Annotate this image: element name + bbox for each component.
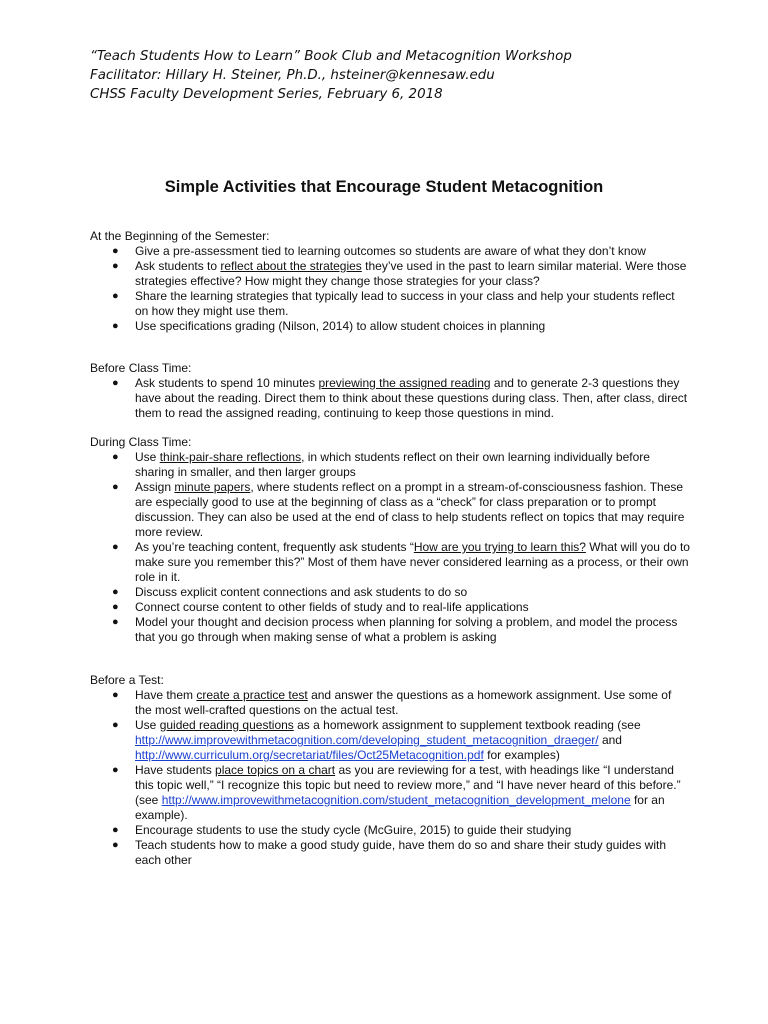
list-item — [90, 838, 690, 868]
list-item — [90, 585, 690, 600]
list-item — [90, 763, 690, 823]
list-item — [90, 259, 690, 289]
list-item — [90, 319, 690, 334]
underlined-term: previewing the assigned reading — [318, 376, 491, 390]
item-text: and answer the questions as a homework assignment. Use some of the most well-crafted questions on the actual test. — [135, 688, 672, 717]
section-heading: Before Class Time: — [90, 361, 192, 375]
item-text: Encourage students to use the study cycle (McGuire, 2015) to guide their studying — [135, 823, 572, 837]
underlined-term: guided reading questions — [159, 718, 294, 732]
bullet-list — [90, 244, 690, 334]
item-text: as you are reviewing for a test, with headings like “I understand this topic well,” “I recognize this topic but need to review more,” and “I have never heard of this before.” (see — [135, 763, 681, 807]
bullet-icon: ● — [112, 586, 119, 598]
item-text: Teach students how to make a good study guide, have them do so and share their study guides with each other — [135, 838, 666, 867]
item-text: Connect course content to other fields of study and to real-life applications — [135, 600, 529, 614]
underlined-term: minute papers — [174, 480, 251, 494]
list-item — [90, 688, 690, 718]
underlined-term: create a practice test — [196, 688, 308, 702]
bullet-icon: ● — [112, 839, 119, 851]
bullet-icon: ● — [112, 290, 119, 302]
underlined-term: think-pair-share reflections — [159, 450, 302, 464]
underlined-term: How are you trying to learn this? — [413, 540, 586, 554]
section-before-a-test — [90, 673, 690, 868]
item-text: Give a pre-assessment tied to learning outcomes so students are aware of what they don’t know — [135, 244, 646, 258]
item-text: Use — [135, 718, 160, 732]
section-heading: During Class Time: — [90, 435, 192, 449]
bullet-list — [90, 450, 690, 645]
item-text: and to generate 2-3 questions they have about the reading. Direct them to think about these questions during class. Then, after class, direct them to read the assigned reading, continuing to keep those questions in mind. — [135, 376, 688, 420]
underlined-term: reflect about the strategies — [220, 259, 362, 273]
list-item — [90, 450, 690, 480]
section-beginning-of-semester — [90, 229, 690, 334]
list-item — [90, 615, 690, 645]
list-item — [90, 480, 690, 540]
workshop-header — [90, 47, 572, 104]
item-text: Assign — [135, 480, 175, 494]
header-workshop-title: “Teach Students How to Learn” Book Club and Metacognition Workshop — [90, 49, 572, 64]
item-text: As you’re teaching content, frequently ask students “ — [135, 540, 414, 554]
header-facilitator: Facilitator: Hillary H. Steiner, Ph.D., hsteiner@kennesaw.edu — [90, 68, 495, 83]
list-item — [90, 600, 690, 615]
item-text: Have students — [135, 763, 216, 777]
section-heading: At the Beginning of the Semester: — [90, 229, 270, 243]
item-text: Share the learning strategies that typically lead to success in your class and help your students reflect on how they might use them. — [135, 289, 675, 318]
bullet-list — [90, 688, 690, 868]
bullet-icon: ● — [112, 541, 119, 553]
draeger-link[interactable]: http://www.improvewithmetacognition.com/developing_student_metacognition_draeger/ — [135, 733, 599, 747]
item-text: Discuss explicit content connections and ask students to do so — [135, 585, 468, 599]
item-text: they’ve used in the past to learn similar material. Were those strategies effective? How might they change those strategies for your class? — [135, 259, 687, 288]
bullet-icon: ● — [112, 764, 119, 776]
item-text: for examples) — [483, 748, 560, 762]
melone-link[interactable]: http://www.improvewithmetacognition.com/student_metacognition_development_melone — [161, 793, 631, 807]
header-series-date: CHSS Faculty Development Series, February 6, 2018 — [90, 87, 443, 102]
item-text: , where students reflect on a prompt in a stream-of-consciousness fashion. These are especially good to use at the beginning of class as a “check” for class preparation or to prompt discussion. They can also be used at the end of class to help students reflect on topics that may require more review. — [135, 480, 685, 539]
bullet-icon: ● — [112, 824, 119, 836]
section-heading: Before a Test: — [90, 673, 164, 687]
item-text: Model your thought and decision process when planning for solving a problem, and model the process that you go through when making sense of what a problem is asking — [135, 615, 678, 644]
bullet-list — [90, 376, 690, 421]
document-title: Simple Activities that Encourage Student Metacognition — [164, 178, 604, 196]
item-text: Ask students to — [135, 259, 221, 273]
item-text: Use specifications grading (Nilson, 2014) to allow student choices in planning — [135, 319, 546, 333]
curriculum-link[interactable]: http://www.curriculum.org/secretariat/files/Oct25Metacognition.pdf — [135, 748, 484, 762]
bullet-icon: ● — [112, 601, 119, 613]
bullet-icon: ● — [112, 451, 119, 463]
bullet-icon: ● — [112, 616, 119, 628]
item-text: Use — [135, 450, 160, 464]
item-text: Have them — [135, 688, 197, 702]
item-text: for an example). — [135, 793, 665, 822]
bullet-icon: ● — [112, 719, 119, 731]
bullet-icon: ● — [112, 245, 119, 257]
list-item — [90, 376, 690, 421]
section-before-class-time — [90, 361, 690, 421]
bullet-icon: ● — [112, 260, 119, 272]
item-text: and — [598, 733, 622, 747]
list-item — [90, 823, 690, 838]
bullet-icon: ● — [112, 377, 119, 389]
bullet-icon: ● — [112, 320, 119, 332]
section-during-class-time — [90, 435, 690, 645]
item-text: , in which students reflect on their own learning individually before sharing in smaller, and then larger groups — [135, 450, 650, 479]
list-item — [90, 244, 690, 259]
underlined-term: place topics on a chart — [215, 763, 336, 777]
list-item — [90, 718, 690, 763]
bullet-icon: ● — [112, 689, 119, 701]
item-text: as a homework assignment to supplement textbook reading (see — [293, 718, 641, 732]
list-item — [90, 289, 690, 319]
item-text: Ask students to spend 10 minutes — [135, 376, 319, 390]
item-text: What will you do to make sure you remember this?” Most of them have never considered learning as a process, or their own role in it. — [135, 540, 690, 584]
list-item — [90, 540, 690, 585]
bullet-icon: ● — [112, 481, 119, 493]
